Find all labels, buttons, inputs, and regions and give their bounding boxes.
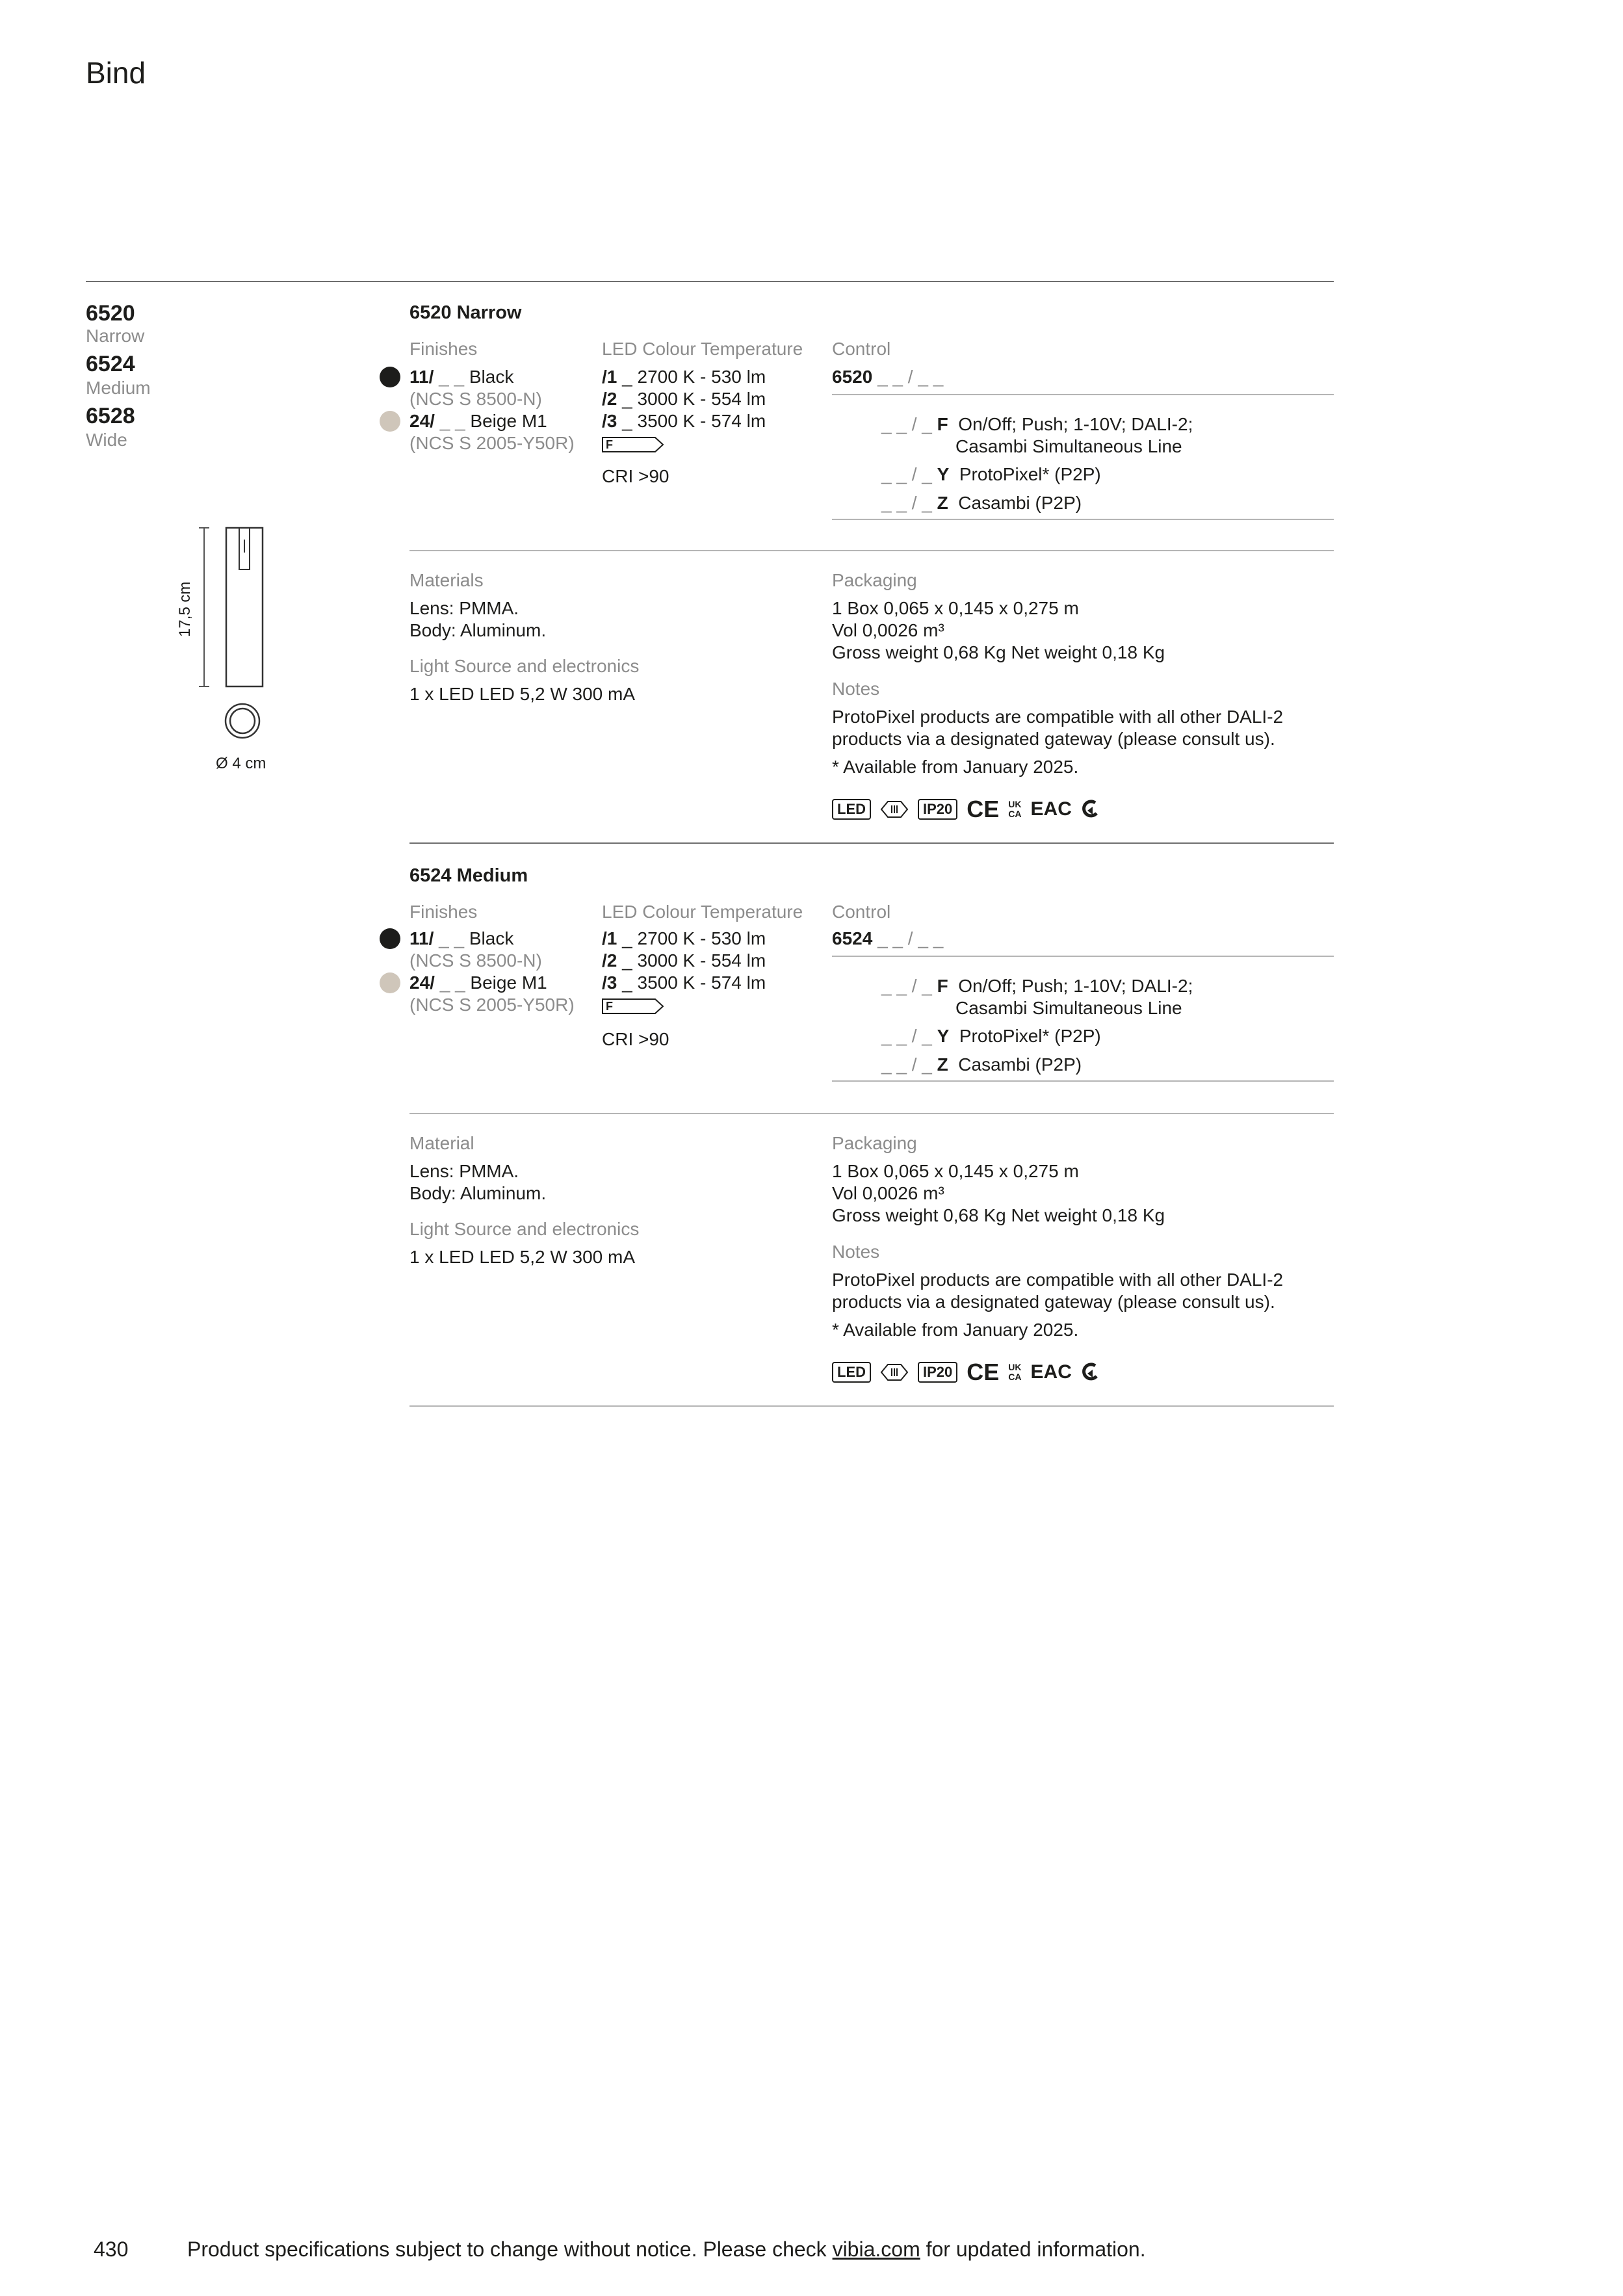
certification-marks [832,798,1100,820]
control-label: Control [832,339,891,359]
control-option-cont: Casambi Simultaneous Line [955,436,1182,456]
light-source-label: Light Source and electronics [409,656,640,676]
recycling-mark-icon [1081,799,1100,820]
control-label: Control [832,902,891,922]
note-line: ProtoPixel products are compatible with all other DALI-2 [832,707,1284,727]
material-line: Lens: PMMA. [409,1161,519,1181]
finish-ncs: (NCS S 2005-Y50R) [409,995,575,1015]
energy-class-label: F [602,437,664,452]
light-source-value: 1 x LED LED 5,2 W 300 mA [409,1247,636,1267]
packaging-line: Gross weight 0,68 Kg Net weight 0,18 Kg [832,642,1165,662]
finish-option: 11/ _ _ Black [409,367,514,387]
notes-label: Notes [832,679,880,699]
top-view-drawing [224,702,261,740]
finish-option: 24/ _ _ Beige M1 [409,411,547,431]
material-line: Body: Aluminum. [409,620,547,640]
control-divider [832,1080,1334,1082]
control-option: _ _ / _ F On/Off; Push; 1-10V; DALI-2; [881,976,1193,996]
model-code: 6524 [86,352,135,376]
finish-ncs: (NCS S 2005-Y50R) [409,433,575,453]
material-line: Lens: PMMA. [409,598,519,618]
driver-symbol-icon [880,1363,909,1382]
energy-class-label: F [602,998,664,1014]
page-number: 430 [94,2237,129,2261]
led-label: LED Colour Temperature [602,902,803,922]
control-divider [832,394,1334,395]
model-code: 6528 [86,404,135,428]
black-finish-swatch [380,928,400,949]
section-divider [409,842,1334,844]
page-title: Bind [86,56,146,90]
beige-finish-swatch [380,972,400,993]
model-name: Narrow [86,326,145,346]
vibia-link[interactable]: vibia.com [832,2237,920,2261]
led-option: /1 _ 2700 K - 530 lm [602,367,766,387]
section-heading: 6524 Medium [409,865,528,886]
model-name: Medium [86,378,151,398]
control-option: _ _ / _ Z Casambi (P2P) [881,1054,1082,1075]
packaging-line: 1 Box 0,065 x 0,145 x 0,275 m [832,598,1079,618]
packaging-line: 1 Box 0,065 x 0,145 x 0,275 m [832,1161,1079,1181]
finishes-label: Finishes [409,902,478,922]
light-source-value: 1 x LED LED 5,2 W 300 mA [409,684,636,704]
control-code: 6524 _ _ / _ _ [832,928,944,948]
section-divider [409,1405,1334,1407]
availability-note: * Available from January 2025. [832,1320,1079,1340]
section-divider [409,1113,1334,1114]
packaging-line: Vol 0,0026 m³ [832,620,944,640]
top-divider [86,281,1334,282]
ip-rating-badge: IP20 [918,1362,957,1383]
height-label: 17,5 cm [176,581,194,637]
section-divider [409,550,1334,551]
availability-note: * Available from January 2025. [832,757,1079,777]
led-option: /2 _ 3000 K - 554 lm [602,389,766,409]
note-line: products via a designated gateway (please consult us). [832,1292,1275,1312]
material-line: Body: Aluminum. [409,1183,547,1203]
note-line: products via a designated gateway (please consult us). [832,729,1275,749]
diameter-label: Ø 4 cm [216,755,266,772]
section-heading: 6520 Narrow [409,302,522,323]
control-code: 6520 _ _ / _ _ [832,367,944,387]
ce-mark: CE [967,796,1000,822]
control-option: _ _ / _ F On/Off; Push; 1-10V; DALI-2; [881,414,1193,434]
certification-marks [832,1361,1100,1383]
packaging-line: Gross weight 0,68 Kg Net weight 0,18 Kg [832,1205,1165,1225]
led-option: /2 _ 3000 K - 554 lm [602,950,766,971]
eac-mark: EAC [1030,1361,1072,1383]
light-source-label: Light Source and electronics [409,1219,640,1239]
finish-option: 24/ _ _ Beige M1 [409,972,547,993]
black-finish-swatch [380,367,400,387]
cri-value: CRI >90 [602,466,669,486]
control-option: _ _ / _ Y ProtoPixel* (P2P) [881,1026,1101,1046]
packaging-label: Packaging [832,1133,917,1153]
control-option: _ _ / _ Y ProtoPixel* (P2P) [881,464,1101,484]
led-cert-badge: LED [832,799,871,820]
side-view-drawing [195,520,286,689]
materials-label: Materials [409,570,484,590]
packaging-label: Packaging [832,570,917,590]
control-divider [832,519,1334,520]
led-label: LED Colour Temperature [602,339,803,359]
packaging-line: Vol 0,0026 m³ [832,1183,944,1203]
ukca-mark: UK CA [1008,799,1022,819]
eac-mark: EAC [1030,798,1072,820]
notes-label: Notes [832,1242,880,1262]
model-name: Wide [86,430,127,450]
finishes-label: Finishes [409,339,478,359]
control-option: _ _ / _ Z Casambi (P2P) [881,493,1082,513]
footer-disclaimer: Product specifications subject to change without notice. Please check vibia.com for updated information. [187,2237,1146,2261]
note-line: ProtoPixel products are compatible with all other DALI-2 [832,1270,1284,1290]
control-option-cont: Casambi Simultaneous Line [955,998,1182,1018]
led-option: /3 _ 3500 K - 574 lm [602,972,766,993]
finish-option: 11/ _ _ Black [409,928,514,948]
cri-value: CRI >90 [602,1029,669,1049]
finish-ncs: (NCS S 8500-N) [409,389,542,409]
ip-rating-badge: IP20 [918,799,957,820]
control-divider [832,956,1334,957]
ce-mark: CE [967,1359,1000,1385]
led-option: /3 _ 3500 K - 574 lm [602,411,766,431]
driver-symbol-icon [880,800,909,819]
led-cert-badge: LED [832,1362,871,1383]
model-code: 6520 [86,301,135,326]
recycling-mark-icon [1081,1362,1100,1383]
beige-finish-swatch [380,411,400,432]
led-option: /1 _ 2700 K - 530 lm [602,928,766,948]
ukca-mark: UK CA [1008,1362,1022,1382]
finish-ncs: (NCS S 8500-N) [409,950,542,971]
materials-label: Material [409,1133,474,1153]
